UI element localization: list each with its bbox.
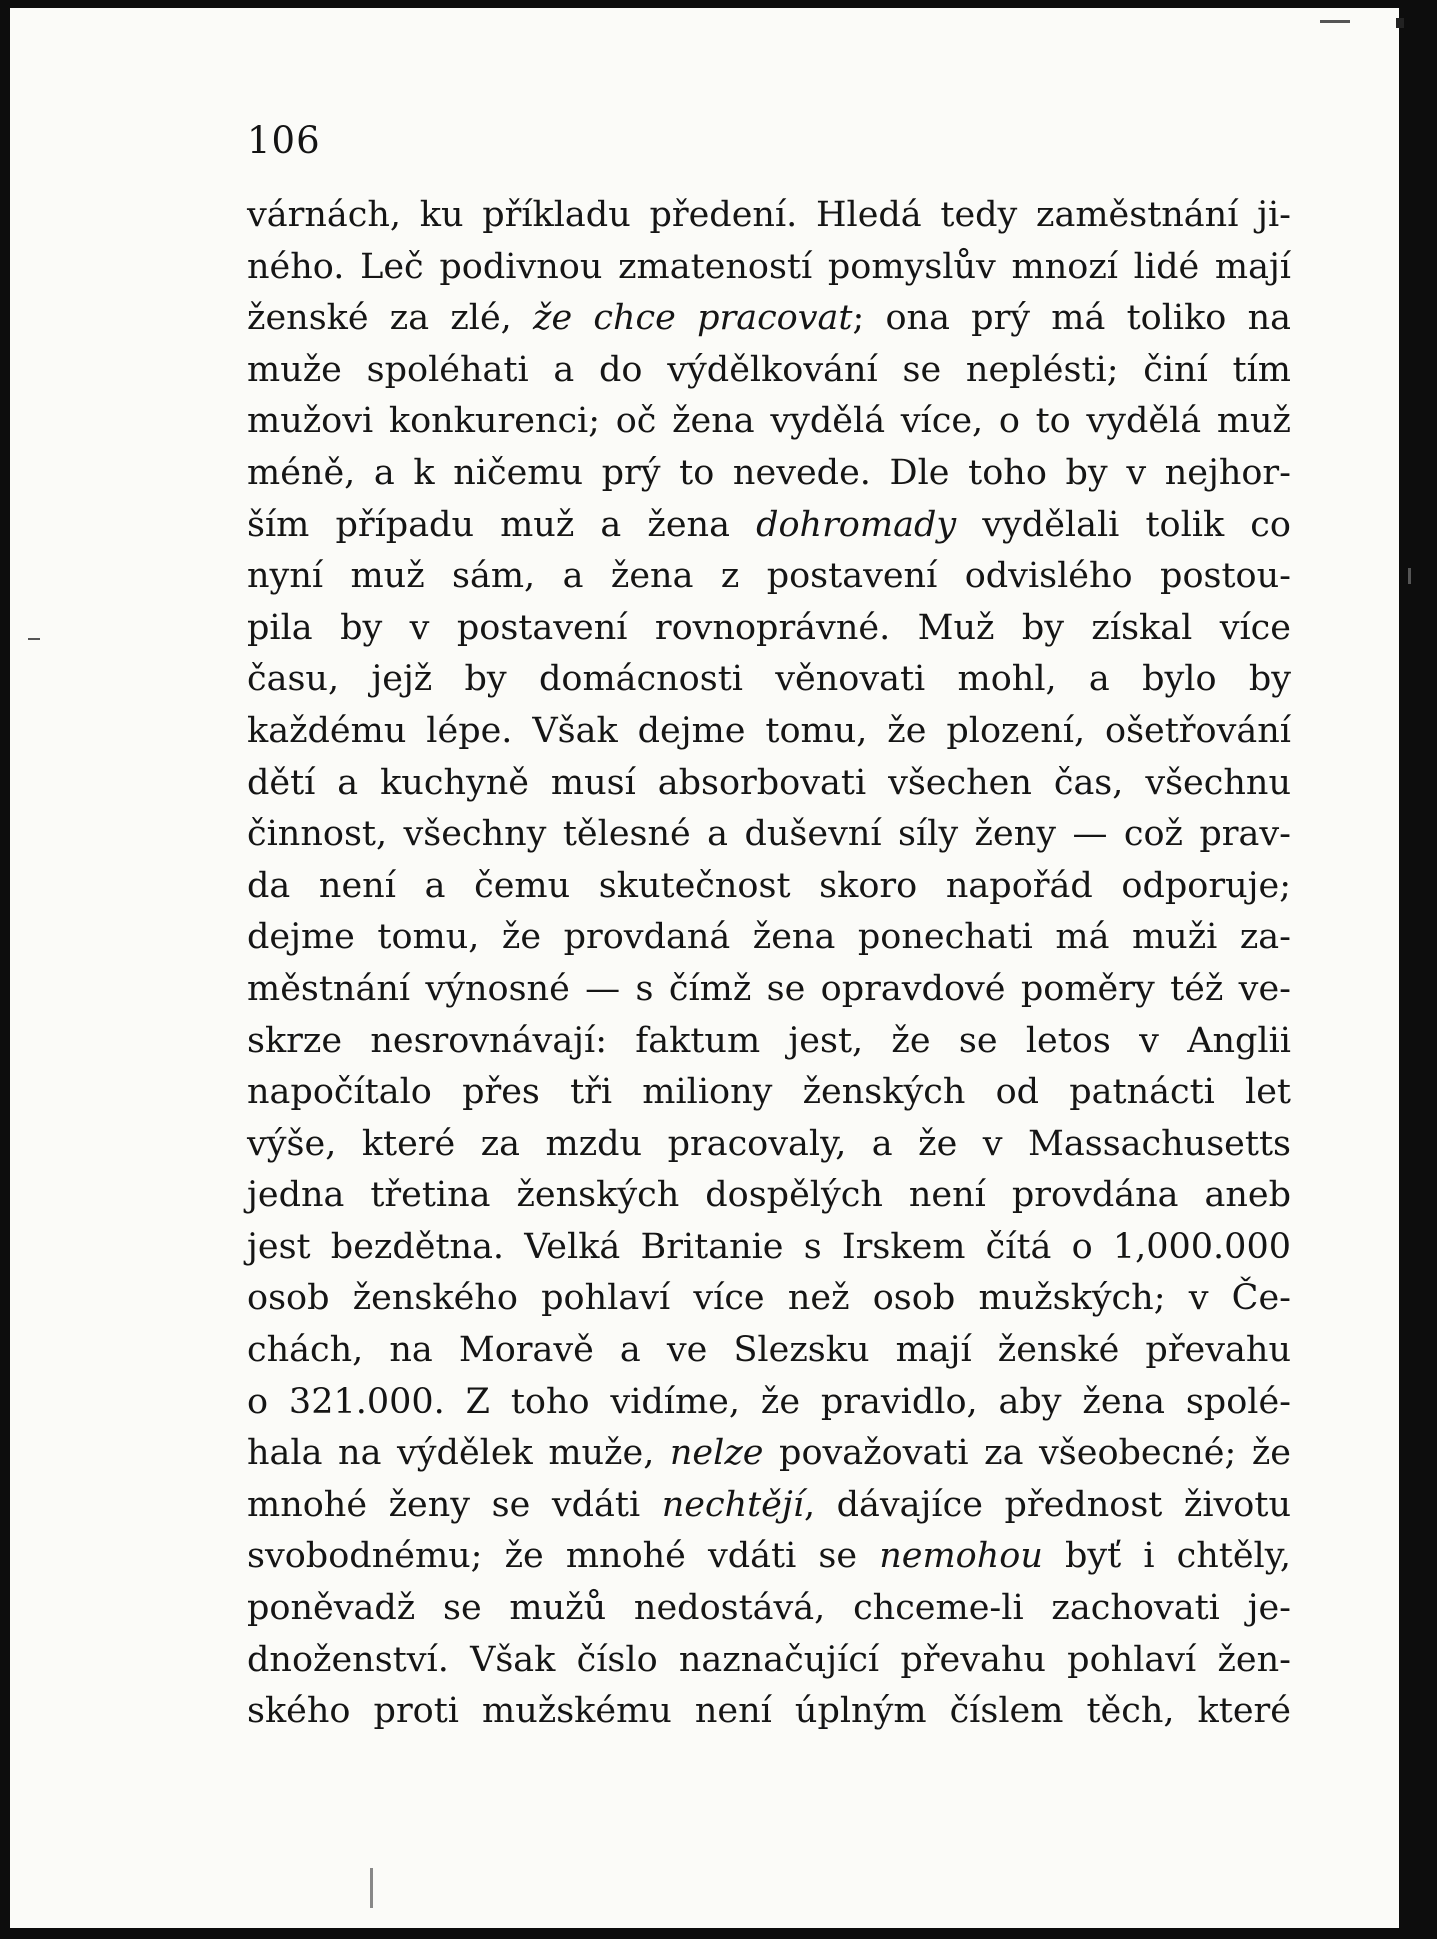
text-segment: , dávajíce přednost životu	[803, 1484, 1291, 1525]
margin-speck	[1408, 568, 1411, 584]
emphasized-text: nechtějí	[661, 1484, 804, 1525]
page-number: 106	[247, 119, 321, 162]
text-line: méně, a k ničemu prý to nevede. Dle toho by v nejhor-	[247, 452, 1291, 493]
margin-speck	[1396, 18, 1404, 28]
text-segment: hala na výdělek muže,	[247, 1433, 670, 1474]
text-segment: byť i chtěly,	[1042, 1536, 1292, 1577]
text-line: poněvadž se mužů nedostává, chceme-li zachovati je-	[247, 1588, 1291, 1629]
text-line: ského proti mužskému není úplným číslem těch, které	[247, 1691, 1291, 1732]
text-line	[247, 500, 1291, 552]
emphasized-text: dohromady	[756, 504, 957, 545]
text-line: dnoženství. Však číslo naznačující převahu pohlaví žen-	[247, 1639, 1291, 1680]
text-line: nyní muž sám, a žena z postavení odvislého postou-	[247, 556, 1291, 597]
text-line: času, jejž by domácnosti věnovati mohl, a bylo by	[247, 659, 1291, 700]
text-line	[247, 293, 1291, 345]
text-line: jedna třetina ženských dospělých není provdána aneb	[247, 1175, 1291, 1216]
text-line: mužovi konkurenci; oč žena vydělá více, o to vydělá muž	[247, 401, 1291, 442]
text-segment: mnohé ženy se vdáti	[247, 1484, 662, 1525]
text-segment: vydělali tolik co	[956, 504, 1291, 545]
text-segment: ženské za zlé,	[247, 298, 534, 339]
text-line: da není a čemu skutečnost skoro napořád odporuje;	[247, 865, 1291, 906]
text-line: muže spoléhati a do výdělkování se neplésti; činí tím	[247, 349, 1291, 390]
text-line: o 321.000. Z toho vidíme, že pravidlo, aby žena spolé-	[247, 1381, 1291, 1422]
text-line: osob ženského pohlaví více než osob mužských; v Če-	[247, 1278, 1291, 1319]
text-segment: považovati za všeobecné; že	[763, 1433, 1291, 1474]
text-line: dětí a kuchyně musí absorbovati všechen čas, všechnu	[247, 762, 1291, 803]
text-line: skrze nesrovnávají: faktum jest, že se letos v Anglii	[247, 1020, 1291, 1061]
emphasized-text: nelze	[669, 1433, 764, 1474]
margin-speck	[28, 638, 40, 640]
margin-speck	[370, 1868, 373, 1908]
text-line: chách, na Moravě a ve Slezsku mají ženské převahu	[247, 1330, 1291, 1371]
text-line: dejme tomu, že provdaná žena ponechati má muži za-	[247, 917, 1291, 958]
text-line	[247, 1428, 1291, 1480]
text-line: várnách, ku příkladu předení. Hledá tedy zaměstnání ji-	[247, 195, 1291, 235]
text-segment: ; ona prý má toliko na	[852, 298, 1291, 339]
text-segment: ším případu muž a žena	[247, 504, 757, 545]
margin-speck	[1320, 20, 1350, 23]
text-line: výše, které za mzdu pracovaly, a že v Massachusetts	[247, 1123, 1291, 1164]
text-line	[247, 1531, 1291, 1583]
emphasized-text: nemohou	[879, 1536, 1043, 1577]
text-line: každému lépe. Však dejme tomu, že plození, ošetřování	[247, 710, 1291, 751]
text-segment: svobodnému; že mnohé vdáti se	[247, 1536, 880, 1577]
emphasized-text: že chce pracovat	[533, 298, 853, 339]
text-line: ného. Leč podivnou zmateností pomyslův mnozí lidé mají	[247, 246, 1291, 287]
text-line: městnání výnosné — s čímž se opravdové poměry též ve-	[247, 968, 1291, 1009]
text-line: napočítalo přes tři miliony ženských od patnácti let	[247, 1072, 1291, 1113]
text-line: činnost, všechny tělesné a duševní síly ženy — což prav-	[247, 814, 1291, 855]
body-text	[247, 190, 1291, 1738]
text-line	[247, 1480, 1291, 1532]
text-line: pila by v postavení rovnoprávné. Muž by získal více	[247, 607, 1291, 648]
text-line: jest bezdětna. Velká Britanie s Irskem čítá o 1,000.000	[247, 1226, 1291, 1267]
